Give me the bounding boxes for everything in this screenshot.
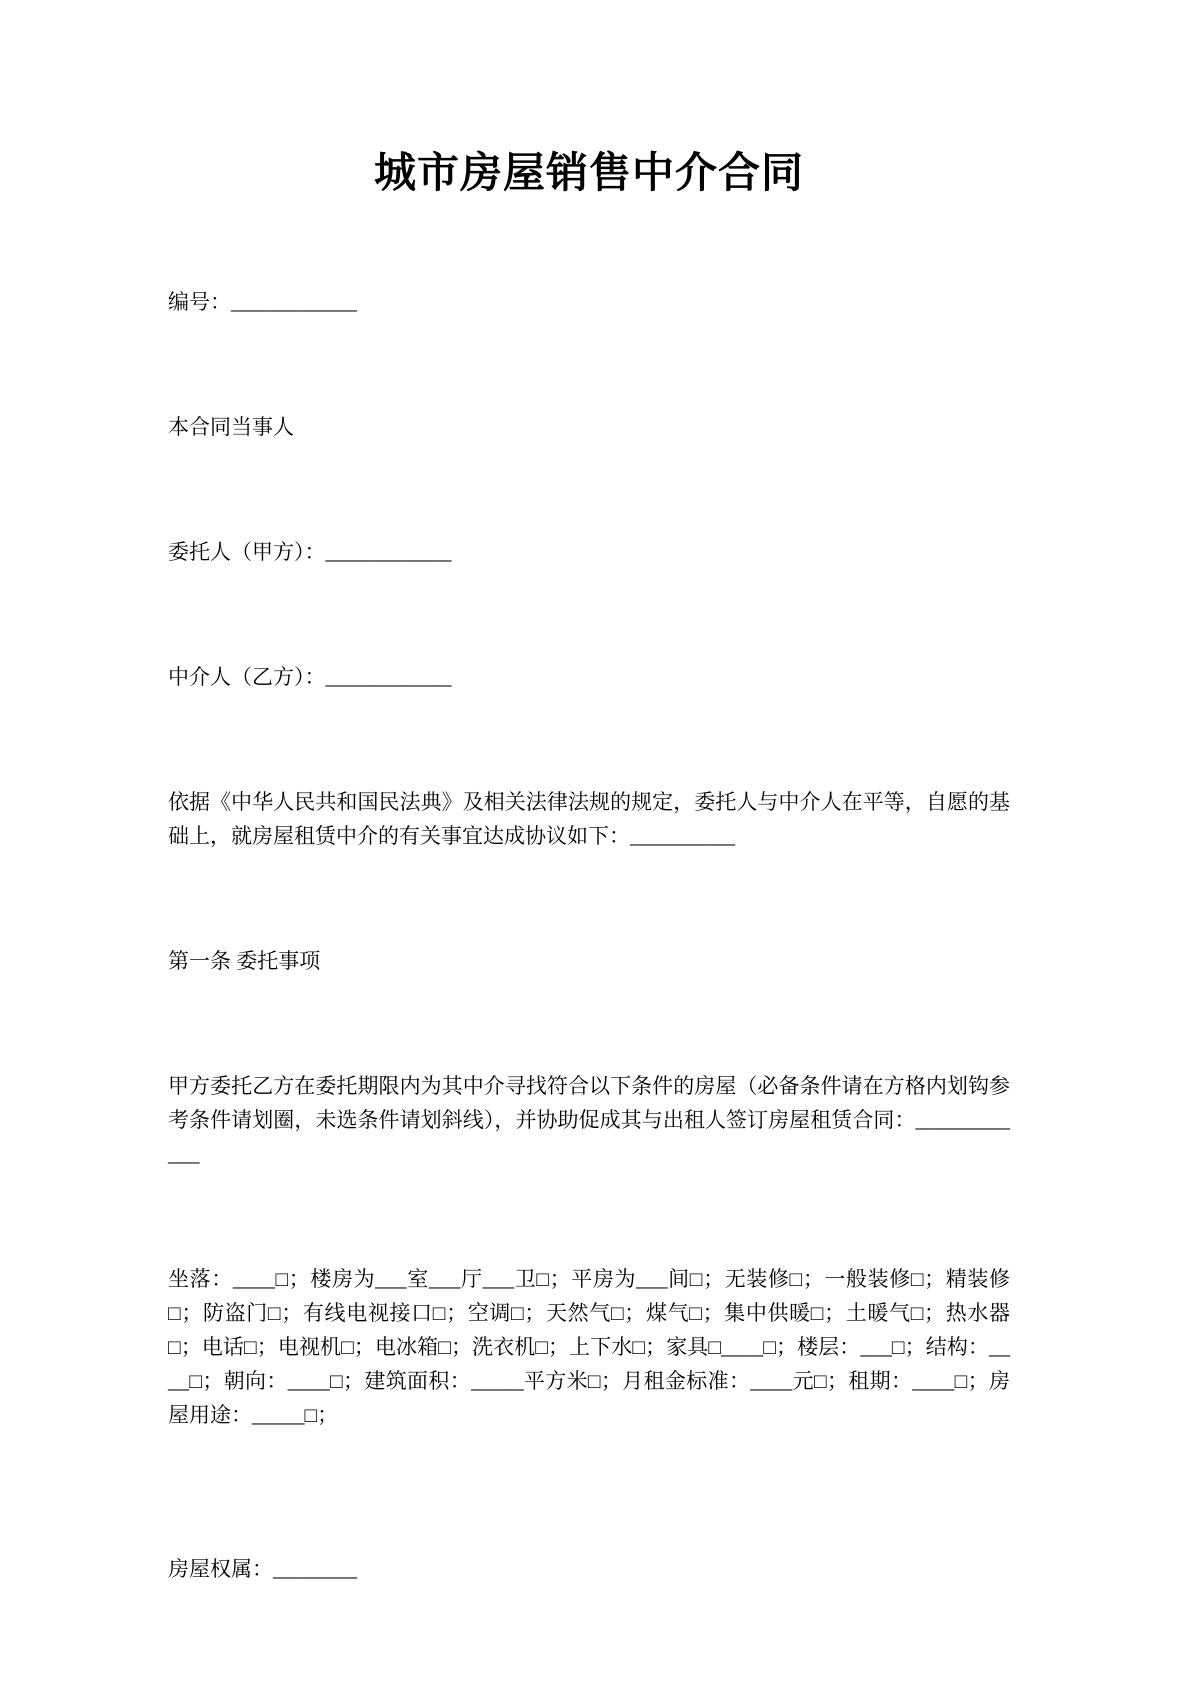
article-1-intro-paragraph: 甲方委托乙方在委托期限内为其中介寻找符合以下条件的房屋（必备条件请在方格内划钩参考条件请划圈，未选条件请划斜线），并协助促成其与出租人签订房屋租赁合同：____________ (168, 1074, 1010, 1166)
preamble-paragraph: 依据《中华人民共和国民法典》及相关法律法规的规定，委托人与中介人在平等，自愿的基础上，就房屋租赁中介的有关事宜达成协议如下：__________ (168, 790, 1010, 848)
house-conditions-paragraph: 坐落：____□；楼房为___室___厅___卫□；平房为___间□；无装修□；一般装修□；精装修□；防盗门□；有线电视接口□；空调□；天然气□；煤气□；集中供暖□；土暖气□；热水器□；电话□；电视机□；电冰箱□；洗衣机□；上下水□；家具□____□；楼层：___□；结构：____□；朝向：____□；建筑面积：_____平方米□；月租金标准：____元□；租期：____□；房屋用途：_____□； (168, 1267, 1010, 1427)
document-title: 城市房屋销售中介合同 (373, 151, 804, 197)
parties-heading: 本合同当事人 (168, 415, 294, 439)
article-1-heading: 第一条 委托事项 (168, 949, 321, 973)
party-b-line: 中介人（乙方）：____________ (168, 665, 452, 689)
ownership-line: 房屋权属：________ (168, 1557, 357, 1581)
contract-number-line: 编号：____________ (168, 290, 357, 314)
party-a-line: 委托人（甲方）：____________ (168, 540, 452, 564)
